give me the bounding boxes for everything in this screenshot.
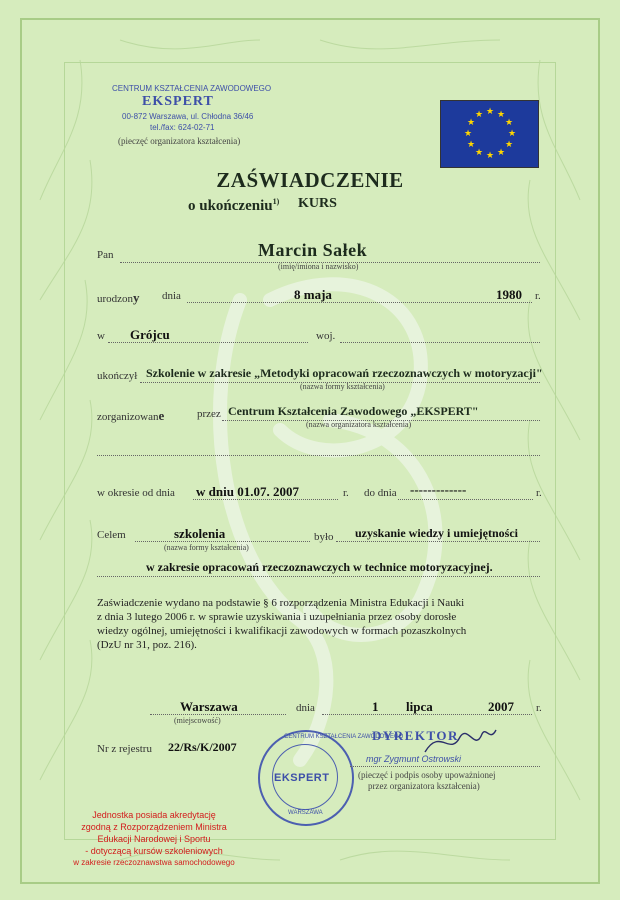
issue-day: 1: [372, 699, 379, 714]
legal-line1: Zaświadczenie wydano na podstawie § 6 rozporządzenia Ministra Edukacji i Nauki: [97, 597, 465, 609]
legal-line4: (DzU nr 31, poz. 216).: [97, 639, 197, 651]
course-type: KURS: [298, 196, 337, 211]
round-stamp-icon: [258, 730, 404, 826]
course-caption: (nazwa formy kształcenia): [300, 382, 385, 391]
period-to-value: -------------: [410, 482, 467, 497]
signature-title: DYREKTOR: [372, 728, 459, 743]
organized-by-label: przez: [197, 408, 221, 420]
born-label: urodzony: [97, 290, 140, 305]
subtitle-label: o ukończeniu$^{1)}$: [188, 197, 280, 214]
goal-bylo-label: było: [314, 531, 334, 543]
organizer-stamp-address: 00-872 Warszawa, ul. Chłodna 36/46: [122, 112, 254, 121]
course-name: Szkolenie w zakresie „Metodyki opracowań rzeczoznawczych w motoryzacji": [146, 366, 543, 380]
issue-year: 2007: [488, 699, 514, 714]
goal-form-caption: (nazwa formy kształcenia): [164, 543, 249, 552]
organizer-stamp-line1: CENTRUM KSZTAŁCENIA ZAWODOWEGO: [112, 84, 272, 93]
organizer-caption: (nazwa organizatora kształcenia): [306, 420, 412, 429]
accreditation-line1: Jednostka posiada akredytację: [92, 810, 216, 820]
round-stamp-center: EKSPERT: [274, 772, 330, 784]
period-to-label: do dnia: [364, 487, 397, 499]
province-label: woj.: [316, 330, 336, 342]
registry-number: 22/Rs/K/2007: [168, 740, 237, 754]
round-stamp-bottom: WARSZAWA: [288, 810, 323, 816]
accreditation-line2: zgodną z Rozporządzeniem Ministra: [81, 822, 227, 832]
goal-value-line2: w zakresie opracowań rzeczoznawczych w technice motoryzacyjnej.: [146, 560, 493, 574]
organizer-stamp-caption: (pieczęć organizatora kształcenia): [118, 136, 241, 146]
signature-caption1: (pieczęć i podpis osoby upoważnionej: [358, 770, 496, 780]
completed-label: ukończył: [97, 370, 138, 382]
period-to-r: r.: [536, 487, 542, 499]
issue-month: lipca: [406, 699, 433, 714]
born-day-label: dnia: [162, 290, 181, 302]
period-from-label: w okresie od dnia: [97, 487, 175, 499]
organizer-stamp-phone: tel./fax: 624-02-71: [150, 123, 215, 132]
period-from-value: w dniu 01.07. 2007: [196, 484, 299, 499]
issue-dnia-label: dnia: [296, 702, 315, 714]
accreditation-line5: w zakresie rzeczoznawstwa samochodowego: [73, 858, 235, 867]
birth-date: 8 maja: [294, 287, 332, 302]
person-name: Marcin Sałek: [258, 240, 368, 260]
accreditation-line4: - dotyczącą kursów szkoleniowych: [85, 846, 223, 856]
organizer-stamp-name: EKSPERT: [142, 94, 214, 109]
round-stamp-top: CENTRUM KSZTAŁCENIA ZAWODOWEGO: [284, 734, 404, 740]
place-w: w: [97, 330, 105, 342]
goal-value-line1: uzyskanie wiedzy i umiejętności: [355, 526, 518, 540]
goal-form: szkolenia: [174, 526, 226, 541]
birth-year: 1980: [496, 287, 522, 302]
issue-r: r.: [536, 702, 542, 714]
issue-city: Warszawa: [180, 699, 238, 714]
person-prefix: Pan: [97, 249, 114, 261]
legal-line3: wiedzy ogólnej, umiejętności i kwalifikacji zawodowych w formach pozaszkolnych: [97, 625, 467, 637]
organizer-name: Centrum Kształcenia Zawodowego „EKSPERT": [228, 404, 479, 418]
goal-label: Celem: [97, 529, 126, 541]
certificate-title: ZAŚWIADCZENIE: [216, 168, 404, 192]
birth-city: Grójcu: [130, 327, 170, 342]
person-caption: (imię/imiona i nazwisko): [278, 262, 359, 271]
accreditation-line3: Edukacji Narodowej i Sportu: [97, 834, 211, 844]
organized-label: zorganizowane: [97, 408, 165, 423]
signature-name: mgr Zygmunt Ostrowski: [366, 754, 462, 764]
signature-caption2: przez organizatora kształcenia): [368, 781, 480, 791]
eu-flag-icon: ★ ★ ★ ★ ★ ★ ★ ★ ★ ★ ★ ★: [440, 100, 539, 168]
legal-line2: z dnia 3 lutego 2006 r. w sprawie uzyskiwania i uzupełniania przez osoby dorosłe: [97, 611, 457, 623]
issue-city-caption: (miejscowość): [174, 716, 221, 725]
period-from-r: r.: [343, 487, 349, 499]
registry-label: Nr z rejestru: [97, 743, 152, 755]
birth-r: r.: [535, 290, 541, 302]
